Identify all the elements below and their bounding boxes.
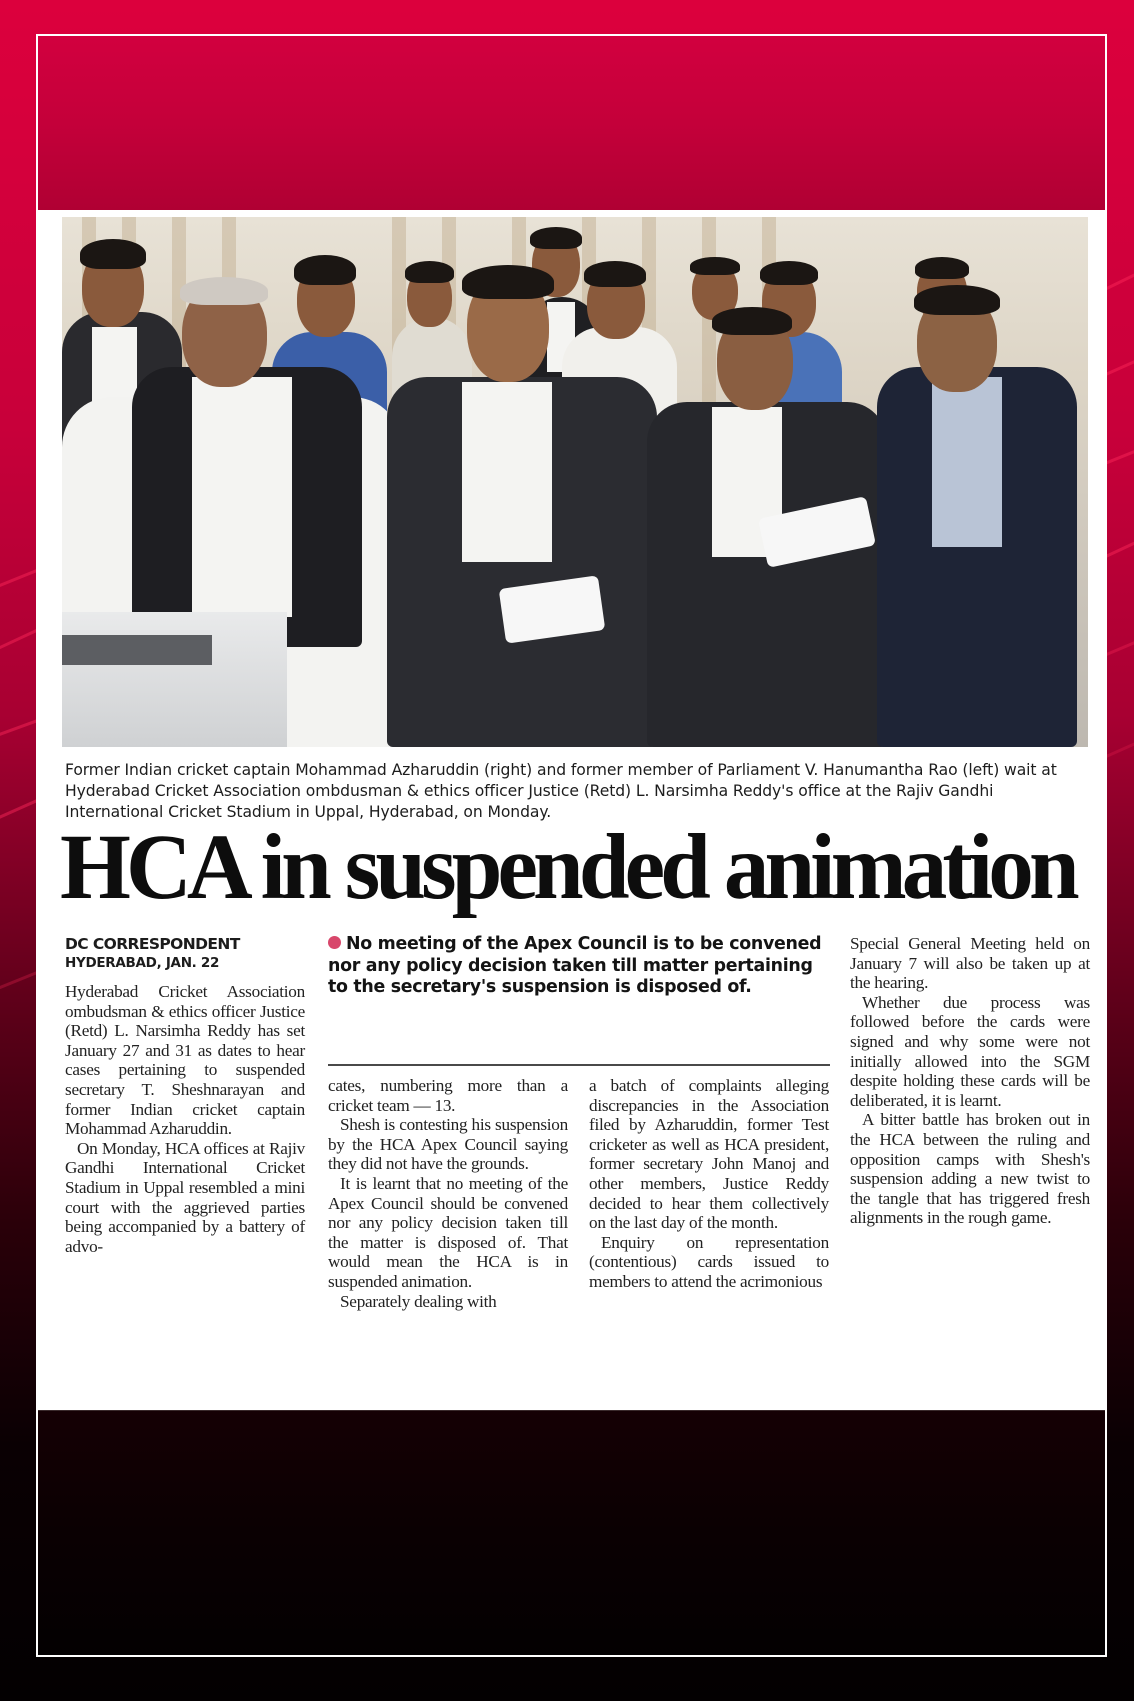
foreground-device [62,635,212,665]
headline: HCA in suspended animation [60,816,1075,919]
subhead-text: No meeting of the Apex Council is to be convened nor any policy decision taken till matter pertaining to the secretary's suspension is disposed of. [328,934,822,997]
body-column-4 [850,934,1090,1228]
paragraph: Special General Meeting held on January 7 will also be taken up at the hearing. [850,934,1090,993]
top-red-band [38,36,1105,210]
paragraph: Shesh is contesting his suspension by the HCA Apex Council saying they did not have the grounds. [328,1115,568,1174]
article-frame [36,34,1107,1657]
byline-dateline: HYDERABAD, JAN. 22 [65,955,220,971]
paragraph: a batch of complaints alleging discrepancies in the Association filed by Azharuddin, former Test cricketer as well as HCA president, former secretary John Manoj and other members, Justice Reddy decided to hear them collectively on the last day of the month. [589,1076,829,1233]
bullet-dot-icon [328,936,341,949]
paragraph: Enquiry on representation (contentious) cards issued to members to attend the acrimonious [589,1232,829,1291]
photo-caption: Former Indian cricket captain Mohammad Azharuddin (right) and former member of Parliament V. Hanumantha Rao (left) wait at Hyderabad Cricket Association ombdusman & ethics officer Justice (Retd) L. Narsimha Reddy's office at the Rajiv Gandhi International Cricket Stadium in Uppal, Hyderabad, on Monday. [65,761,1057,821]
paragraph: On Monday, HCA offices at Rajiv Gandhi International Cricket Stadium in Uppal resembled a mini court with the aggrieved parties being accompanied by a battery of advo- [65,1138,305,1256]
bottom-black-band [38,1410,1105,1657]
subhead-divider [328,1064,830,1066]
paragraph: It is learnt that no meeting of the Apex Council should be convened nor any policy decision taken till the matter is disposed of. That would mean the HCA is in suspended animation. [328,1173,568,1291]
subhead [328,934,833,999]
body-column-2 [328,1076,568,1311]
paragraph: Separately dealing with [340,1291,497,1311]
newspaper-clipping [38,210,1105,1410]
body-column-1 [65,982,305,1256]
foreground-table [62,612,287,747]
byline-author: DC CORRESPONDENT [65,935,240,953]
byline [65,934,305,972]
paragraph: Whether due process was followed before the cards were signed and why some were not initially allowed into the SGM despite holding these cards will be deliberated, it is learnt. [850,992,1090,1110]
article-photo [62,217,1088,747]
paragraph: cates, numbering more than a cricket team — 13. [328,1076,568,1115]
paragraph: Hyderabad Cricket Association ombudsman & ethics officer Justice (Retd) L. Narsimha Reddy has set January 27 and 31 as dates to hear cases pertaining to suspended secretary T. Sheshnarayan and former Indian cricket captain Mohammad Azharuddin. [65,982,305,1139]
body-column-3 [589,1076,829,1292]
paragraph: A bitter battle has broken out in the HCA between the ruling and opposition camps with Shesh's suspension adding a new twist to the tangle that has triggered fresh alignments in the rough game. [850,1110,1090,1228]
